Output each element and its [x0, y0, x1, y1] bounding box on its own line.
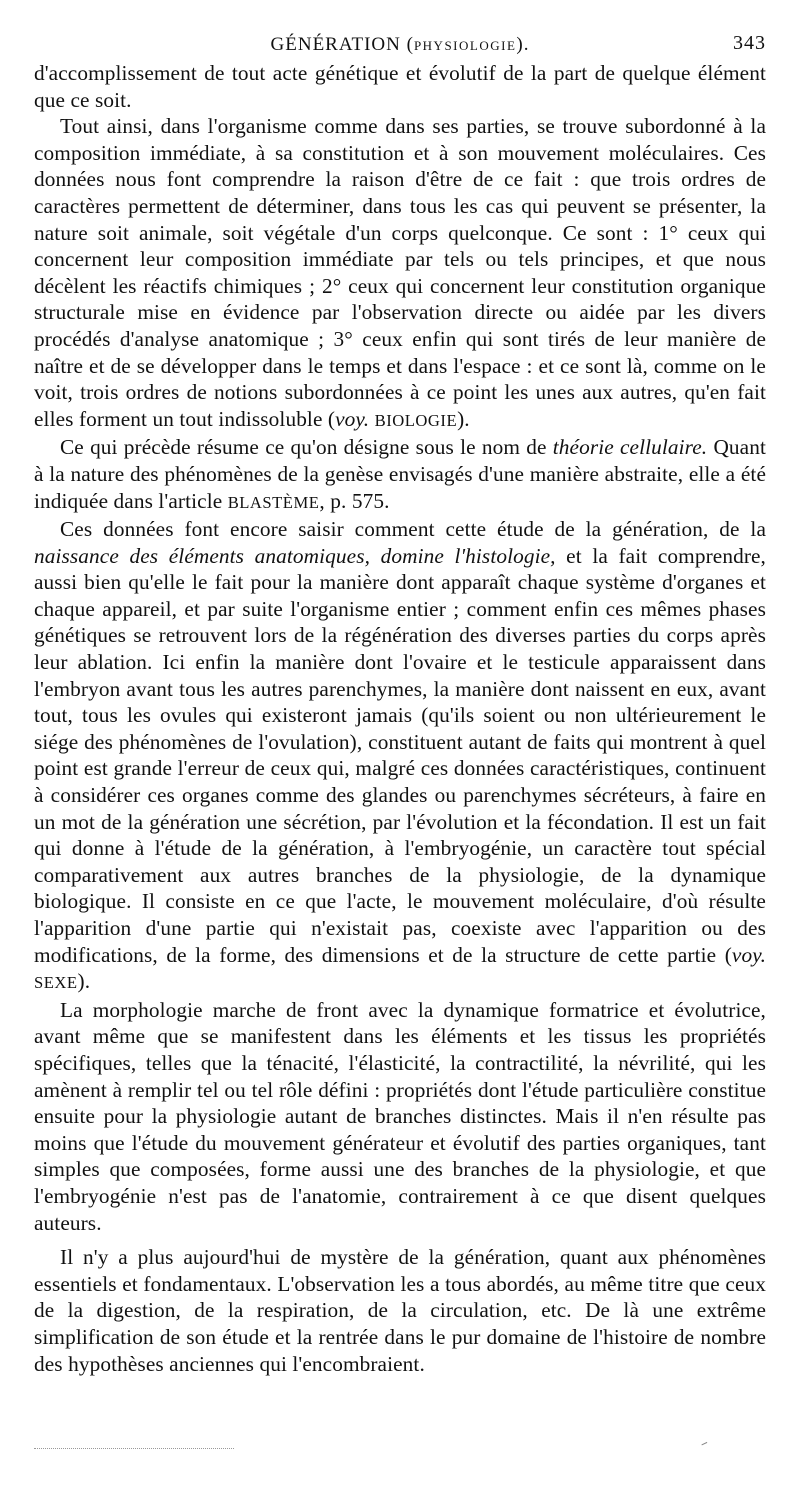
- body-text: [34, 60, 766, 1377]
- text-run: Quant à la nature des phénomènes de la genèse envisagés d'une manière abstraite, elle a été indiquée dans l'article: [34, 435, 766, 513]
- text-run: Ce qui précède résume ce qu'on désigne sous le nom de: [60, 435, 553, 460]
- text-run: ).: [77, 969, 91, 994]
- text-run: La morphologie marche de front avec la dynamique formatrice et évolutrice, avant même que se manifestent dans les éléments et les tissus les propriétés spécifiques, telles que la ténacité, l'élasticité, la contractilité, la névrilité, qui les amènent à remplir tel ou tel rôle défini : propriétés dont l'étude particulière constitue ensuite pour la physiologie autant de branches distinctes. Mais il n'en résulte pas moins que l'étude du mouvement générateur et évolutif des parties organiques, tant simples que composées, forme aussi une des branches de la physiologie, et que l'embryogénie n'est pas de l'anatomie, contrairement à ce que disent quelques auteurs.: [34, 997, 766, 1235]
- paragraph-histology: [34, 516, 766, 997]
- text-run: ).: [457, 406, 470, 431]
- paragraph-mystery: [34, 1244, 766, 1377]
- running-title-main: GÉNÉRATION: [270, 34, 401, 55]
- paragraph-cell-theory: [34, 434, 766, 516]
- text-run: , p. 575.: [319, 488, 390, 513]
- text-run: Il n'y a plus aujourd'hui de mystère de la génération, quant aux phénomènes essentiels et fondamentaux. L'observation les a tous abordés, au même titre que ceux de la digestion, de la respiration, de la circulation, etc. De là une extrême simplification de son étude et la rentrée dans le pur domaine de l'histoire de nombre des hypothèses anciennes qui l'encombraient.: [34, 1245, 766, 1376]
- running-head: [34, 26, 766, 60]
- page-number: 343: [733, 32, 766, 54]
- cross-reference: SEXE: [34, 973, 78, 993]
- italic-text: théorie cellulaire.: [552, 435, 708, 460]
- italic-text: voy.: [731, 942, 766, 967]
- footer-mark: [701, 1442, 708, 1448]
- page: [34, 26, 766, 1377]
- running-title-subject: PHYSIOLOGIE: [413, 38, 517, 53]
- paragraph-morphology: [34, 997, 766, 1236]
- cross-reference: BLASTÈME: [227, 492, 320, 512]
- italic-text: naissance des éléments anatomiques, domine l'histologie,: [34, 543, 556, 568]
- footer-rule: [34, 1448, 234, 1449]
- text-run: et la fait comprendre, aussi bien qu'elle le fait pour la manière dont apparaît chaque système d'organes et chaque appareil, et par suite l'organisme entier ; comment enfin ces mêmes phases génétiques se retrouvent lors de la régénération des diverses parties du corps après leur ablation. Ici enfin la manière dont l'ovaire et le testicule apparaissent dans l'embryon avant tous les autres parenchymes, la manière dont naissent en eux, avant tout, tous les ovules qui existeront jamais (qu'ils soient ou non ultérieurement le siége des phénomènes de l'ovulation), constituent autant de faits qui montrent à quel point est grande l'erreur de ceux qui, malgré ces données caractéristiques, continuent à considérer ces organes comme des glandes ou parenchymes sécréteurs, à faire en un mot de la génération une sécrétion, par l'évolution et la fécondation. Il est un fait qui donne à l'étude de la génération, à l'embryogénie, un caractère tout spécial comparativement aux autres branches de la physiologie, de la dynamique biologique. Il consiste en ce que l'acte, le mouvement moléculaire, d'où résulte l'apparition d'une partie qui n'existait pas, coexiste avec l'apparition ou des modifications, de la forme, des dimensions et de la structure de cette partie (: [34, 543, 766, 967]
- paragraph-theory: [34, 113, 766, 434]
- running-title: [34, 34, 766, 56]
- text-run: Tout ainsi, dans l'organisme comme dans ses parties, se trouve subordonné à la composition immédiate, à sa constitution et à son mouvement moléculaires. Ces données nous font comprendre la raison d'être de ce fait : que trois ordres de caractères permettent de déterminer, dans tous les cas qui peuvent se présenter, la nature soit animale, soit végétale d'un corps quelconque. Ce sont : 1° ceux qui concernent leur composition immédiate par tels ou tels principes, et que nous décèlent les réactifs chimiques ; 2° ceux qui concernent leur constitution organique structurale mise en évidence par l'observation directe ou aidée par les divers procédés d'analyse anatomique ; 3° ceux enfin qui sont tirés de leur manière de naître et de se développer dans le temps et dans l'espace : et ce sont là, comme on le voit, trois ordres de notions subordonnées à ce point les unes aux autres, qu'en fait elles forment un tout indissoluble (: [34, 114, 766, 431]
- running-title-paren-close: ).: [516, 34, 530, 55]
- cross-reference: BIOLOGIE: [374, 410, 458, 430]
- text-run: Ces données font encore saisir comment cette étude de la génération, de la: [60, 517, 766, 542]
- italic-text: voy.: [335, 406, 370, 431]
- paragraph-continuation: [34, 60, 766, 113]
- running-title-paren-open: (: [400, 34, 414, 55]
- text-run: d'accomplissement de tout acte génétique et évolutif de la part de quelque élément que ce soit.: [34, 61, 766, 112]
